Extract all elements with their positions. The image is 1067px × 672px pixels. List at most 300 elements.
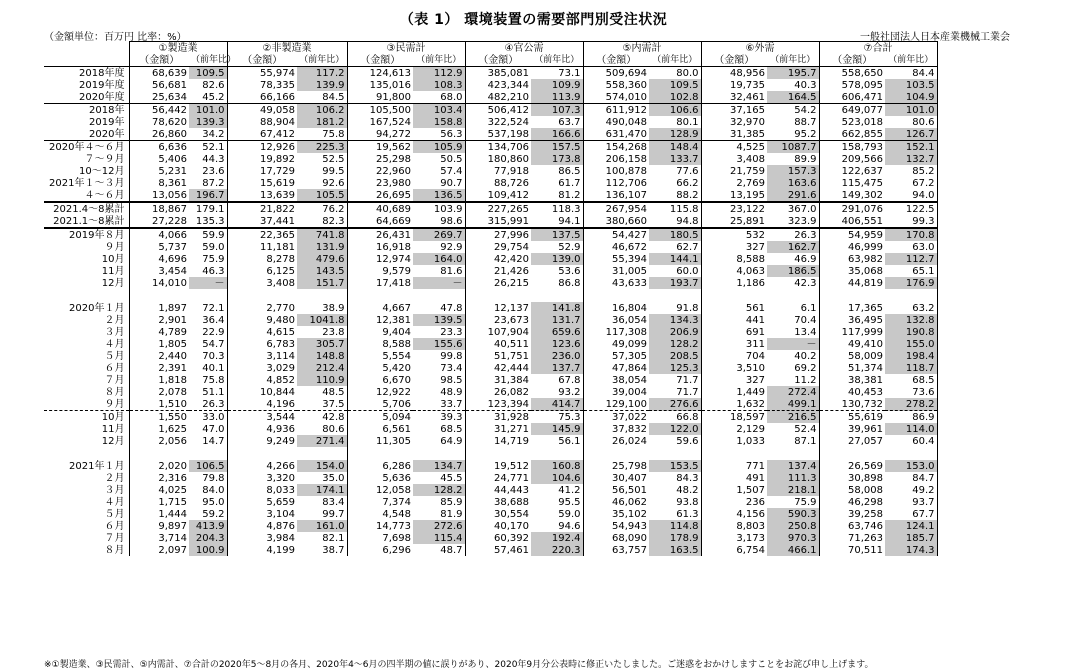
row-label: ６月 (104, 520, 125, 532)
ratio-cell: 76.2 (322, 203, 345, 215)
ratio-cell: 155.0 (885, 338, 937, 350)
amount-cell: 23,980 (347, 177, 413, 189)
row-label: 2019年８月 (69, 229, 125, 241)
ratio-cell: 92.6 (322, 177, 345, 189)
ratio-cell: 112.9 (413, 67, 465, 80)
ratio-cell: 192.4 (531, 532, 583, 544)
ratio-cell: 66.8 (676, 411, 699, 423)
ratio-cell: 110.9 (297, 374, 347, 386)
amount-cell: 1,507 (701, 484, 767, 496)
ratio-cell (649, 289, 701, 302)
ratio-cell: 181.2 (297, 116, 347, 128)
ratio-cell: 56.1 (558, 435, 581, 447)
amount-cell: 532 (701, 228, 767, 241)
ratio-cell: 35.0 (322, 472, 345, 484)
ratio-cell: 38.7 (322, 544, 345, 556)
ratio-cell: 26.3 (189, 398, 227, 411)
amount-cell: 88,726 (465, 177, 531, 189)
amount-cell: 112,706 (583, 177, 649, 189)
ratio-cell: 54.7 (202, 338, 225, 350)
ratio-cell: 26.3 (794, 229, 817, 241)
row-label (44, 289, 129, 302)
amount-cell: 136,107 (583, 189, 649, 202)
amount-cell: 206,158 (583, 153, 649, 165)
ratio-cell: 92.9 (440, 241, 463, 253)
ratio-cell: 46.9 (794, 253, 817, 265)
ratio-cell: 68.5 (885, 374, 937, 386)
amount-cell: 117,308 (583, 326, 649, 338)
amount-cell: 5,094 (347, 411, 413, 424)
ratio-cell: 53.6 (558, 265, 581, 277)
amount-cell: 30,898 (819, 472, 885, 484)
row-label: ３月 (104, 326, 125, 338)
ratio-cell: 157.5 (531, 141, 583, 154)
amount-cell: 36,054 (583, 314, 649, 326)
ratio-cell: 48.5 (322, 386, 345, 398)
ratio-cell: 46.3 (202, 265, 225, 277)
ratio-cell: 151.7 (297, 277, 347, 289)
ratio-cell: 278.2 (885, 398, 937, 411)
amount-cell: 537,198 (465, 128, 531, 141)
header-row-sub (44, 54, 1011, 67)
row-label: ２月 (104, 314, 125, 326)
row-label: 2021年１～３月 (49, 177, 125, 189)
ratio-cell: 6.1 (800, 302, 817, 314)
amount-cell: 55,974 (227, 67, 297, 80)
amount-cell: 4,548 (347, 508, 413, 520)
amount-cell: 4,156 (701, 508, 767, 520)
ratio-cell: 276.6 (649, 398, 701, 411)
ratio-cell: 104.6 (531, 472, 583, 484)
ratio-cell: 77.6 (676, 165, 699, 177)
ratio-cell: 99.5 (322, 165, 345, 177)
amount-cell: 267,954 (583, 202, 649, 215)
ratio-cell: 145.9 (531, 423, 583, 435)
amount-cell: 38,688 (465, 496, 531, 508)
ratio-cell (885, 447, 937, 460)
row-label: 2019年度 (79, 79, 125, 91)
table-row (44, 253, 1011, 265)
table-row (44, 165, 1011, 177)
ratio-cell: 84.5 (297, 91, 347, 104)
amount-cell: 13,639 (227, 189, 297, 202)
amount-cell: 38,054 (583, 374, 649, 386)
ratio-cell: 413.9 (189, 520, 227, 532)
ratio-cell: 158.8 (413, 116, 465, 128)
row-label: 2018年 (89, 104, 125, 116)
ratio-cell: 144.1 (649, 253, 701, 265)
amount-cell: 42,420 (465, 253, 531, 265)
amount-cell: 7,698 (347, 532, 413, 544)
ratio-cell: 60.4 (885, 435, 937, 447)
amount-cell: 26,695 (347, 189, 413, 202)
amount-cell: 21,426 (465, 265, 531, 277)
ratio-cell: 106.5 (189, 460, 227, 472)
organization-name: 一般社団法人日本産業機械工業会 (860, 32, 1010, 43)
row-label: ７月 (104, 532, 125, 544)
amount-cell: 482,210 (465, 91, 531, 104)
amount-cell: 5,406 (129, 153, 189, 165)
amount-cell: 1,033 (701, 435, 767, 447)
ratio-cell: 81.9 (440, 508, 463, 520)
ratio-cell: 115.4 (413, 532, 465, 544)
amount-cell: 78,335 (227, 79, 297, 91)
amount-cell: 4,066 (129, 228, 189, 241)
amount-cell: 691 (701, 326, 767, 338)
ratio-cell: 75.8 (202, 374, 225, 386)
amount-cell: 19,512 (465, 460, 531, 472)
ratio-cell: 225.3 (297, 141, 347, 154)
table-row (44, 386, 1011, 398)
ratio-cell: 50.5 (440, 153, 463, 165)
amount-cell: 6,286 (347, 460, 413, 472)
amount-cell: 3,408 (227, 277, 297, 289)
table-row (44, 141, 1011, 154)
amount-cell: 115,475 (819, 177, 885, 189)
amount-cell: 42,444 (465, 362, 531, 374)
table-row (44, 398, 1011, 411)
amount-cell: 135,016 (347, 79, 413, 91)
ratio-subheader: （前年比） (767, 54, 819, 67)
ratio-cell: 272.4 (767, 386, 819, 398)
amount-cell: 154,268 (583, 141, 649, 154)
amount-cell: 17,729 (227, 165, 297, 177)
amount-cell: 9,480 (227, 314, 297, 326)
amount-cell: 26,082 (465, 386, 531, 398)
ratio-cell: 185.7 (885, 532, 937, 544)
amount-cell: 315,991 (465, 215, 531, 228)
ratio-cell: 52.4 (794, 423, 817, 435)
amount-cell: 523,018 (819, 116, 885, 128)
amount-cell: 129,100 (583, 398, 649, 411)
amount-cell: 14,010 (129, 277, 189, 289)
ratio-cell: 659.6 (531, 326, 583, 338)
ratio-cell: 75.9 (202, 253, 225, 265)
table-row (44, 435, 1011, 447)
ratio-cell: 212.4 (297, 362, 347, 374)
amount-cell: 4,266 (227, 460, 297, 472)
amount-cell: 2,097 (129, 544, 189, 556)
ratio-subheader: （前年比） (191, 54, 237, 65)
ratio-cell: 65.1 (885, 265, 937, 277)
amount-cell (465, 447, 531, 460)
amount-cell: 167,524 (347, 116, 413, 128)
ratio-cell: 81.6 (440, 265, 463, 277)
amount-cell: 574,010 (583, 91, 649, 104)
ratio-cell: 61.7 (558, 177, 581, 189)
row-label: ８月 (104, 386, 125, 398)
amount-cell: 39,258 (819, 508, 885, 520)
ratio-cell: 1087.7 (767, 141, 819, 154)
ratio-cell (413, 447, 465, 460)
amount-subheader: （金額） (347, 54, 413, 67)
ratio-cell: 79.8 (202, 472, 225, 484)
amount-cell: 49,099 (583, 338, 649, 350)
amount-cell: 1,449 (701, 386, 767, 398)
amount-subheader: （金額） (701, 54, 767, 67)
ratio-cell: 84.7 (885, 472, 937, 484)
amount-cell: 14,719 (465, 435, 531, 447)
amount-cell: 3,114 (227, 350, 297, 362)
ratio-cell: 100.9 (189, 544, 227, 556)
ratio-cell (649, 447, 701, 460)
amount-cell: 1,632 (701, 398, 767, 411)
amount-cell: 4,876 (227, 520, 297, 532)
amount-cell: 63,757 (583, 544, 649, 556)
ratio-cell: 99.3 (885, 215, 937, 228)
ratio-cell: 40.3 (794, 79, 817, 91)
ratio-cell: 14.7 (202, 435, 225, 447)
amount-cell: 13,195 (701, 189, 767, 202)
ratio-cell: 70.3 (202, 350, 225, 362)
ratio-cell (413, 289, 465, 302)
amount-cell (227, 447, 297, 460)
amount-cell: 2,316 (129, 472, 189, 484)
amount-cell (347, 447, 413, 460)
row-label: ８月 (104, 544, 125, 556)
orders-table (44, 41, 1011, 556)
amount-cell: 29,754 (465, 241, 531, 253)
amount-cell: 490,048 (583, 116, 649, 128)
amount-cell: 35,068 (819, 265, 885, 277)
ratio-cell: 49.2 (885, 484, 937, 496)
amount-cell: 4,852 (227, 374, 297, 386)
amount-cell: 3,714 (129, 532, 189, 544)
table-row (44, 302, 1011, 314)
amount-cell: 4,696 (129, 253, 189, 265)
amount-cell: 19,735 (701, 79, 767, 91)
amount-cell: 611,912 (583, 104, 649, 117)
ratio-cell: 94.8 (649, 215, 701, 228)
amount-cell: 3,029 (227, 362, 297, 374)
column-header: ②非製造業 (227, 42, 347, 55)
row-label: 2021.4～8累計 (53, 203, 125, 215)
amount-cell (583, 447, 649, 460)
amount-cell: 40,453 (819, 386, 885, 398)
amount-cell: 11,181 (227, 241, 297, 253)
ratio-cell: 105.9 (413, 141, 465, 154)
amount-cell: 130,732 (819, 398, 885, 411)
header-corner-sub (44, 54, 129, 67)
amount-cell: 57,461 (465, 544, 531, 556)
amount-cell: 64,669 (347, 215, 413, 228)
ratio-cell: 125.3 (649, 362, 701, 374)
ratio-cell: 741.8 (297, 228, 347, 241)
amount-cell: 9,249 (227, 435, 297, 447)
ratio-cell: 109.9 (531, 79, 583, 91)
ratio-cell (297, 447, 347, 460)
ratio-cell: 59.6 (676, 435, 699, 447)
row-label: ２月 (104, 472, 125, 484)
amount-cell: 327 (701, 241, 767, 253)
ratio-subheader: （前年比） (885, 54, 937, 67)
ratio-cell: 218.1 (767, 484, 819, 496)
amount-cell: 60,392 (465, 532, 531, 544)
ratio-cell: 82.3 (297, 215, 347, 228)
amount-cell: 16,918 (347, 241, 413, 253)
ratio-cell: 101.0 (189, 104, 227, 117)
ratio-cell: 98.5 (440, 374, 463, 386)
column-header: ①製造業 (129, 42, 227, 55)
ratio-cell: 93.2 (558, 386, 581, 398)
ratio-cell: 178.9 (649, 532, 701, 544)
ratio-cell: 109.5 (649, 79, 701, 91)
ratio-cell: 272.6 (413, 520, 465, 532)
amount-cell: 4,789 (129, 326, 189, 338)
amount-cell: 54,943 (583, 520, 649, 532)
amount-cell: 58,008 (819, 484, 885, 496)
table-row (44, 350, 1011, 362)
ratio-cell: 113.9 (531, 91, 583, 104)
unit-label: （金額単位：百万円 比率：%） (44, 32, 187, 43)
amount-cell: 4,936 (227, 423, 297, 435)
amount-cell: 25,891 (701, 215, 767, 228)
row-label: 11月 (101, 265, 125, 277)
ratio-cell: 128.9 (649, 128, 701, 141)
ratio-cell: 250.8 (767, 520, 819, 532)
ratio-cell: 139.3 (189, 116, 227, 128)
amount-cell (227, 289, 297, 302)
ratio-cell (297, 289, 347, 302)
ratio-cell: 107.3 (531, 104, 583, 117)
amount-cell: 8,588 (701, 253, 767, 265)
ratio-cell: 106.6 (649, 104, 701, 117)
ratio-cell: 11.2 (794, 374, 817, 386)
amount-cell: 49,058 (227, 104, 297, 117)
ratio-cell: 75.3 (558, 411, 581, 423)
amount-cell: 631,470 (583, 128, 649, 141)
column-header: ③民需計 (347, 42, 465, 55)
amount-cell: 491 (701, 472, 767, 484)
amount-cell: 4,063 (701, 265, 767, 277)
column-header: ⑦合計 (819, 42, 937, 55)
amount-cell: 46,999 (819, 241, 885, 253)
amount-cell: 21,822 (227, 202, 297, 215)
ratio-cell: 414.7 (531, 398, 583, 411)
ratio-cell: 93.8 (676, 496, 699, 508)
table-row (44, 374, 1011, 386)
amount-cell: 48,956 (701, 67, 767, 80)
amount-cell: 1,625 (129, 423, 189, 435)
amount-cell (701, 289, 767, 302)
ratio-cell: 63.7 (558, 116, 581, 128)
amount-cell: 1,186 (701, 277, 767, 289)
amount-cell: 26,024 (583, 435, 649, 447)
ratio-cell: 479.6 (297, 253, 347, 265)
amount-cell: 6,754 (701, 544, 767, 556)
amount-cell: 1,510 (129, 398, 189, 411)
ratio-cell: 45.2 (189, 91, 227, 104)
amount-cell: 55,619 (819, 411, 885, 424)
ratio-cell: 99.7 (322, 508, 345, 520)
ratio-cell: 139.0 (531, 253, 583, 265)
row-label: 2019年 (89, 116, 125, 128)
table-row (44, 411, 1011, 424)
ratio-cell: 59.2 (202, 508, 225, 520)
ratio-cell: 108.3 (413, 79, 465, 91)
amount-cell: 39,961 (819, 423, 885, 435)
amount-cell: 5,636 (347, 472, 413, 484)
ratio-cell: 38.9 (322, 302, 345, 314)
ratio-cell: 111.3 (767, 472, 819, 484)
ratio-cell: 499.1 (767, 398, 819, 411)
ratio-cell: 64.9 (440, 435, 463, 447)
amount-cell: 1,444 (129, 508, 189, 520)
footnote: ※①製造業、③民需計、⑤内需計、⑦合計の2020年5～8月の各月、2020年4～6月の四半期の値に誤りがあり、2020年9月分公表時に修正いたしました。ご迷惑をおかけしますことをお詫び申し上げます。 (44, 660, 874, 670)
ratio-cell (189, 447, 227, 460)
ratio-cell: 91.8 (676, 302, 699, 314)
table-row (44, 508, 1011, 520)
row-label: 2021.1～8累計 (44, 215, 129, 228)
ratio-cell: 57.4 (440, 165, 463, 177)
table-row (44, 265, 1011, 277)
column-header: ⑤内需計 (583, 42, 701, 55)
amount-cell: 158,793 (819, 141, 885, 154)
amount-cell: 8,803 (701, 520, 767, 532)
amount-cell: 380,660 (583, 215, 649, 228)
amount-cell: 32,461 (701, 91, 767, 104)
ratio-cell: 103.9 (433, 203, 463, 215)
amount-cell: 27,057 (819, 435, 885, 447)
ratio-cell: 139.9 (297, 79, 347, 91)
ratio-cell: 67.7 (885, 508, 937, 520)
amount-cell: 26,860 (129, 128, 189, 141)
amount-cell: 31,005 (583, 265, 649, 277)
amount-cell: 26,215 (465, 277, 531, 289)
amount-cell: 19,562 (347, 141, 413, 154)
amount-cell: 100,878 (583, 165, 649, 177)
ratio-cell: 141.8 (531, 302, 583, 314)
amount-cell: 11,305 (347, 435, 413, 447)
row-label: 2020年 (44, 128, 129, 141)
ratio-cell: 90.7 (440, 177, 463, 189)
row-label: 2020年４～６月 (49, 141, 125, 153)
amount-subheader: （金額） (129, 54, 189, 67)
row-label: 10月 (101, 411, 125, 423)
ratio-cell: 44.3 (202, 153, 225, 165)
ratio-cell: 163.6 (767, 177, 819, 189)
ratio-cell: 590.3 (767, 508, 819, 520)
ratio-cell: 63.0 (885, 241, 937, 253)
ratio-cell: 69.2 (794, 362, 817, 374)
ratio-cell: 94.6 (558, 520, 581, 532)
amount-cell: 39,004 (583, 386, 649, 398)
row-label: 12月 (101, 435, 125, 447)
table-row (44, 362, 1011, 374)
amount-cell: 25,298 (347, 153, 413, 165)
ratio-cell: 154.0 (297, 460, 347, 472)
amount-cell: 40,689 (347, 202, 413, 215)
amount-cell (465, 289, 531, 302)
ratio-cell (885, 289, 937, 302)
row-label: 12月 (101, 277, 125, 289)
table-row (44, 314, 1011, 326)
ratio-cell: 271.4 (297, 435, 347, 447)
ratio-cell: 152.1 (885, 141, 937, 154)
ratio-cell: 75.8 (297, 128, 347, 141)
ratio-cell: 42.8 (322, 411, 345, 423)
ratio-cell: 132.7 (885, 153, 937, 165)
amount-cell: 1,897 (129, 302, 189, 314)
ratio-cell: 128.2 (649, 338, 701, 350)
amount-cell: 109,412 (465, 189, 531, 202)
amount-cell: 56,442 (129, 104, 189, 117)
amount-cell: 43,633 (583, 277, 649, 289)
ratio-cell: 118.7 (885, 362, 937, 374)
row-label: ４月 (104, 496, 125, 508)
amount-cell: 12,058 (347, 484, 413, 496)
ratio-cell: 63.2 (885, 302, 937, 314)
